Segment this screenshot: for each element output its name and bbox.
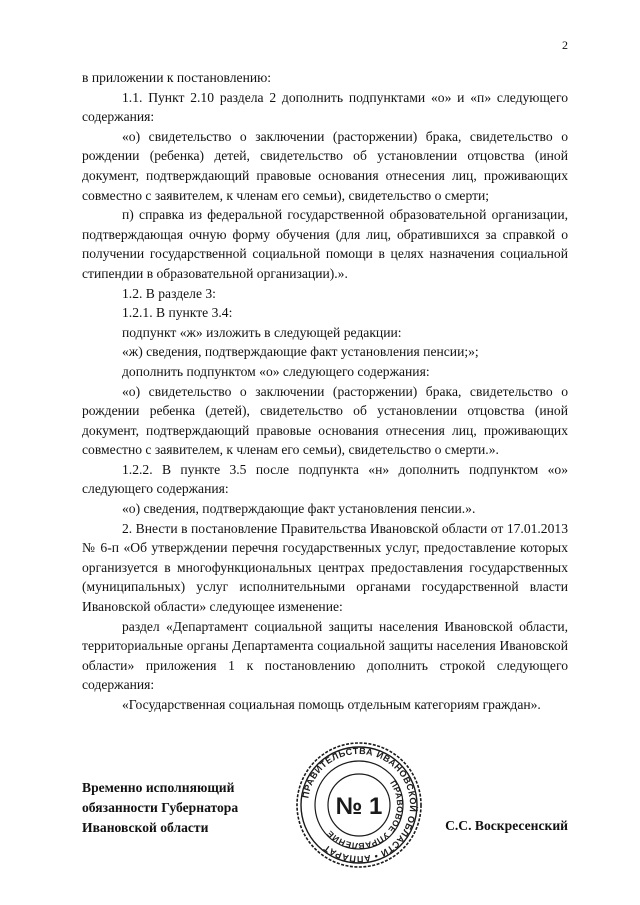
paragraph: 1.2.2. В пункте 3.5 после подпункта «н» дополнить подпунктом «о» следующего содержания: [82,461,568,497]
signatory-title-line: Временно исполняющий [82,780,235,795]
seal-outer-text: ПРАВИТЕЛЬСТВА ИВАНОВСКОЙ ОБЛАСТИ • АППАРАТ [300,745,419,865]
paragraph: раздел «Департамент социальной защиты населения Ивановской области, территориальные органы Департамента социальной защиты населения Ивановской области» приложения 1 к постановлению дополнить строкой следующего содержания: [82,618,568,693]
signatory-title-line: обязанности Губернатора [82,800,239,815]
paragraph: 1.1. Пункт 2.10 раздела 2 дополнить подпунктами «о» и «п» следующего содержания: [82,89,568,125]
seal-number: № 1 [335,793,383,820]
signatory-name: С.С. Воскресенский [445,818,568,833]
paragraph: «ж) сведения, подтверждающие факт установления пенсии;»; [122,344,479,360]
seal-inner-text: ПРАВОВОЕ УПРАВЛЕНИЕ [324,778,406,852]
signature-block [82,745,568,888]
paragraph: 2. Внести в постановление Правительства Ивановской области от 17.01.2013 № 6-п «Об утверждении перечня государственных услуг, предоставление которых организуется в многофункциональных центрах предоставления государственных (муниципальных) услуг исполнительными органами государственной власти Ивановской области» следующее изменение: [82,520,568,615]
paragraph: в приложении к постановлению: [82,70,272,85]
paragraph: дополнить подпунктом «о» следующего содержания: [122,363,430,379]
official-seal [294,740,424,870]
signatory-title [82,778,238,838]
page-number: 2 [562,38,568,52]
paragraph: «о) свидетельство о заключении (расторжении) брака, свидетельство о рождении ребенка (детей), свидетельство об установлении отцовства (иной документ, подтверждающий правовые основания отнесения лиц, проживающих совместно с заявителем, к членам его семьи), свидетельство о смерти.». [82,383,568,458]
paragraph: «о) сведения, подтверждающие факт установления пенсии.». [122,501,476,517]
document-body [82,68,568,715]
signatory-title-line: Ивановской области [82,820,209,835]
paragraph: «о) свидетельство о заключении (расторжении) брака, свидетельство о рождении (ребенка) детей, свидетельство об установлении отцовства (иной документ, подтверждающий правовые основания отнесения лиц, проживающих совместно с заявителем, к членам его семьи), свидетельство о смерти; [82,128,568,203]
paragraph: подпункт «ж» изложить в следующей редакции: [122,324,402,340]
paragraph: п) справка из федеральной государственной образовательной организации, подтверждающая очную форму обучения (для лиц, обратившихся за справкой о получении государственной социальной помощи в целях назначения социальной стипендии в образовательной организации).». [82,207,568,281]
paragraph: 1.2. В разделе 3: [122,285,216,301]
paragraph: «Государственная социальная помощь отдельным категориям граждан». [122,697,541,712]
paragraph: 1.2.1. В пункте 3.4: [122,305,233,321]
